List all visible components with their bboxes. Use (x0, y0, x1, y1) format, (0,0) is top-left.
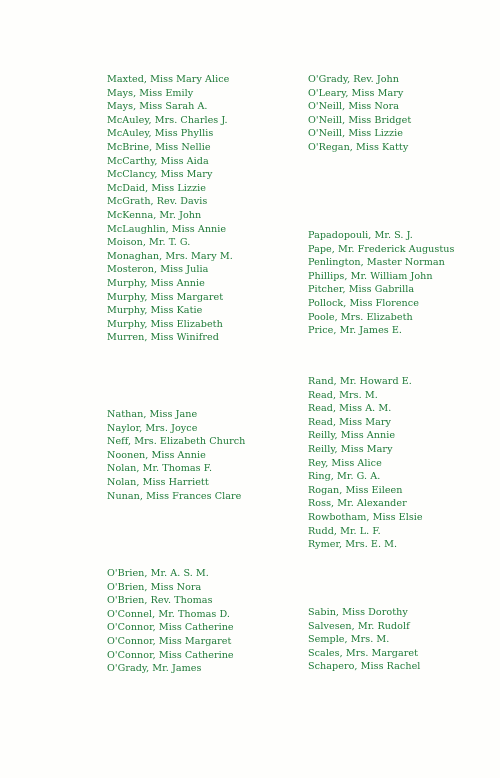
passenger-name: Pollock, Miss Florence (308, 297, 419, 309)
passenger-name: Read, Miss A. M. (308, 403, 392, 415)
passenger-name: Murphy, Miss Elizabeth (107, 318, 223, 330)
passenger-name: Rymer, Mrs. E. M. (308, 539, 398, 551)
passenger-name: Read, Mrs. M. (308, 389, 378, 401)
passenger-name: Price, Mr. James E. (308, 325, 403, 337)
passenger-name: Rand, Mr. Howard E. (308, 376, 412, 387)
passenger-name: O'Leary, Miss Mary (308, 87, 404, 99)
passenger-name: O'Neill, Miss Bridget (308, 114, 412, 126)
passenger-name: Mays, Miss Emily (107, 87, 194, 99)
passenger-name: McLaughlin, Miss Annie (107, 223, 227, 235)
passenger-name: Poole, Mrs. Elizabeth (308, 311, 413, 323)
passenger-name: Reilly, Miss Mary (308, 443, 393, 455)
passenger-name: Rudd, Mr. L. F. (308, 525, 381, 537)
name-group-s (308, 606, 498, 674)
passenger-name: McBrine, Miss Nellie (107, 141, 211, 153)
passenger-name: O'Connor, Miss Catherine (107, 622, 234, 634)
passenger-name: Ross, Mr. Alexander (308, 498, 407, 510)
passenger-name: Rey, Miss Alice (308, 457, 382, 469)
passenger-name: Sabin, Miss Dorothy (308, 607, 408, 618)
passenger-name: O'Connel, Mr. Thomas D. (107, 608, 230, 620)
name-group-m (107, 73, 297, 345)
passenger-name: Rogan, Miss Eileen (308, 484, 403, 496)
passenger-name: Nunan, Miss Frances Clare (107, 490, 242, 502)
passenger-name: Maxted, Miss Mary Alice (107, 74, 230, 85)
passenger-name: O'Brien, Rev. Thomas (107, 595, 213, 607)
passenger-name: Mosteron, Miss Julia (107, 264, 209, 276)
passenger-name: Reilly, Miss Annie (308, 430, 396, 442)
passenger-name: McGrath, Rev. Davis (107, 196, 208, 208)
passenger-name: O'Connor, Miss Catherine (107, 649, 234, 661)
passenger-name: Murphy, Miss Annie (107, 277, 205, 289)
passenger-name: Naylor, Mrs. Joyce (107, 422, 198, 434)
passenger-name: O'Grady, Mr. James (107, 663, 202, 675)
passenger-name: O'Regan, Miss Katty (308, 141, 409, 153)
passenger-name: McDaid, Miss Lizzie (107, 182, 206, 194)
name-group-o-cont (308, 73, 498, 155)
passenger-name: McKenna, Mr. John (107, 209, 202, 221)
passenger-name: Murren, Miss Winifred (107, 332, 219, 344)
passenger-name: McAuley, Miss Phyllis (107, 128, 214, 140)
passenger-name: Mays, Miss Sarah A. (107, 101, 208, 113)
passenger-name: Papadopouli, Mr. S. J. (308, 230, 413, 241)
passenger-name: Neff, Mrs. Elizabeth Church (107, 436, 246, 448)
passenger-name: O'Neill, Miss Nora (308, 101, 400, 113)
passenger-name: O'Brien, Miss Nora (107, 581, 202, 593)
passenger-name: Murphy, Miss Margaret (107, 291, 224, 303)
passenger-name: Moison, Mr. T. G. (107, 237, 191, 249)
passenger-name: Monaghan, Mrs. Mary M. (107, 250, 233, 262)
passenger-name: Ring, Mr. G. A. (308, 471, 381, 483)
passenger-name: O'Brien, Mr. A. S. M. (107, 568, 209, 579)
passenger-name: Nolan, Mr. Thomas F. (107, 463, 213, 475)
passenger-name: O'Grady, Rev. John (308, 74, 400, 85)
passenger-name: Nolan, Miss Harriett (107, 476, 209, 488)
passenger-name: Pitcher, Miss Gabrilla (308, 284, 415, 296)
passenger-name: Salvesen, Mr. Rudolf (308, 620, 410, 632)
passenger-name: O'Neill, Miss Lizzie (308, 128, 403, 140)
passenger-name: Phillips, Mr. William John (308, 270, 433, 282)
passenger-name: O'Connor, Miss Margaret (107, 635, 232, 647)
passenger-name: Read, Miss Mary (308, 416, 391, 428)
passenger-name: Noonen, Miss Annie (107, 449, 206, 461)
passenger-name: Rowbotham, Miss Elsie (308, 511, 423, 523)
passenger-name: Murphy, Miss Katie (107, 305, 203, 317)
name-group-o (107, 567, 297, 676)
name-group-p (308, 229, 498, 338)
passenger-name: Semple, Mrs. M. (308, 634, 390, 646)
passenger-name: Schapero, Miss Rachel (308, 661, 421, 673)
passenger-name: McAuley, Mrs. Charles J. (107, 114, 228, 126)
passenger-name: Penlington, Master Norman (308, 257, 445, 269)
passenger-name: Nathan, Miss Jane (107, 409, 198, 420)
passenger-name: Pape, Mr. Frederick Augustus (308, 243, 455, 255)
name-group-r (308, 375, 498, 552)
passenger-name: McClancy, Miss Mary (107, 169, 213, 181)
passenger-name: McCarthy, Miss Aida (107, 155, 209, 167)
passenger-name: Scales, Mrs. Margaret (308, 647, 419, 659)
name-group-n (107, 408, 297, 503)
